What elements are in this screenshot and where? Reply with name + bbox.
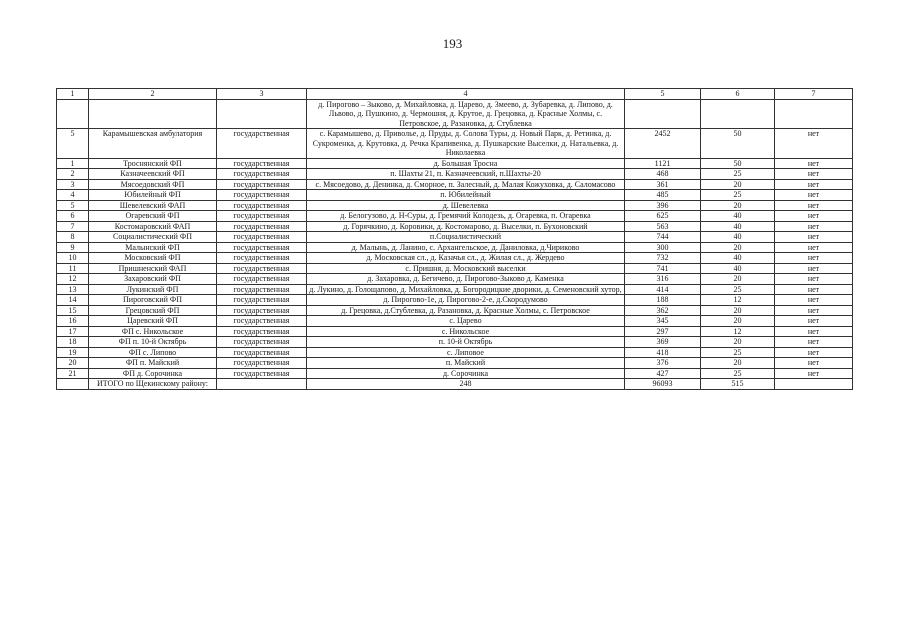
ownership-form: государственная (217, 284, 307, 295)
served-settlements: д. Сорочинка (307, 368, 625, 379)
ownership-form: государственная (217, 326, 307, 337)
column-number-6: 6 (701, 89, 775, 100)
table-row (57, 253, 853, 264)
total-ownership-form (217, 379, 307, 390)
value-col-7: нет (775, 263, 853, 274)
population-served: 300 (625, 242, 701, 253)
population-served: 188 (625, 295, 701, 306)
value-col-6: 25 (701, 284, 775, 295)
ownership-form: государственная (217, 179, 307, 190)
value-col-7: нет (775, 129, 853, 159)
row-number: 3 (57, 179, 89, 190)
row-number: 15 (57, 305, 89, 316)
table-row (57, 129, 853, 159)
value-col-6: 50 (701, 158, 775, 169)
table-row (57, 295, 853, 306)
served-settlements: с. Липовое (307, 347, 625, 358)
population-served: 427 (625, 368, 701, 379)
row-number: 6 (57, 211, 89, 222)
served-settlements: п. 10-й Октябрь (307, 337, 625, 348)
page-number: 193 (442, 36, 463, 51)
table-row (57, 232, 853, 243)
facility-name: ФП с. Никольское (89, 326, 217, 337)
row-number: 5 (57, 200, 89, 211)
ownership-form: государственная (217, 316, 307, 327)
facility-name: Социалистический ФП (89, 232, 217, 243)
value-col-6: 40 (701, 221, 775, 232)
facility-name: Захаровский ФП (89, 274, 217, 285)
facility-name: Малынский ФП (89, 242, 217, 253)
served-settlements: д. Горячкино, д. Коровики, д. Костомарово, д. Выселки, п. Бухоновский (307, 221, 625, 232)
value-col-6: 20 (701, 305, 775, 316)
value-col-6: 20 (701, 337, 775, 348)
value-col-7: нет (775, 232, 853, 243)
served-settlements: д. Захаровка, д. Бегичево, д. Пирогово-Зыково д. Каменка (307, 274, 625, 285)
value-col-6: 20 (701, 316, 775, 327)
value-col-7: нет (775, 200, 853, 211)
served-settlements: с. Никольское (307, 326, 625, 337)
column-number-1: 1 (57, 89, 89, 100)
facility-name: Огаревский ФП (89, 211, 217, 222)
value-col-6: 25 (701, 169, 775, 180)
population-served: 369 (625, 337, 701, 348)
served-settlements: д. Пирогово – Зыково, д. Михайловка, д. Царево, д. Змеево, д. Зубаревка, д. Липово, д. Львово, д. Пушкино, д. Чермошня, д. Крутое, д. Грецовка, д. Красные Холмы, с. Петровское, д. Разановка, д. Стублевка (307, 99, 625, 129)
served-settlements: д. Пирогово-1е, д. Пирогово-2-е, д.Скородумово (307, 295, 625, 306)
value-col-7: нет (775, 368, 853, 379)
table-row (57, 263, 853, 274)
population-served: 396 (625, 200, 701, 211)
row-number: 8 (57, 232, 89, 243)
population-served: 741 (625, 263, 701, 274)
row-number: 1 (57, 158, 89, 169)
population-served: 625 (625, 211, 701, 222)
row-number: 7 (57, 221, 89, 232)
ownership-form: государственная (217, 368, 307, 379)
population-served: 316 (625, 274, 701, 285)
served-settlements: д. Большая Тросна (307, 158, 625, 169)
population-served: 297 (625, 326, 701, 337)
table-row (57, 211, 853, 222)
ownership-form: государственная (217, 200, 307, 211)
population-served: 1121 (625, 158, 701, 169)
table-row (57, 190, 853, 201)
facility-name: Грецовский ФП (89, 305, 217, 316)
row-number: 16 (57, 316, 89, 327)
table-row (57, 316, 853, 327)
served-settlements: д. Лукино, д. Голощапово, д. Михайловка, д. Богородицкие дворики, д. Семеновский хутор, (307, 284, 625, 295)
value-col-7: нет (775, 158, 853, 169)
value-col-6: 12 (701, 295, 775, 306)
facility-name: Московский ФП (89, 253, 217, 264)
value-col-6 (701, 99, 775, 129)
population-served: 345 (625, 316, 701, 327)
row-number: 14 (57, 295, 89, 306)
served-settlements: с. Пришня, д. Московский выселки (307, 263, 625, 274)
facility-name: Казначеевский ФП (89, 169, 217, 180)
ownership-form: государственная (217, 169, 307, 180)
value-col-6: 40 (701, 232, 775, 243)
column-number-5: 5 (625, 89, 701, 100)
value-col-6: 25 (701, 347, 775, 358)
value-col-6: 40 (701, 263, 775, 274)
value-col-6: 20 (701, 200, 775, 211)
served-settlements: д. Грецовка, д.Стублевка, д. Разановка, д. Красные Холмы, с. Петровское (307, 305, 625, 316)
ownership-form: государственная (217, 211, 307, 222)
row-number: 5 (57, 129, 89, 159)
population-served: 414 (625, 284, 701, 295)
facilities-table (56, 88, 853, 390)
table-row (57, 368, 853, 379)
facility-name: ФП д. Сорочинка (89, 368, 217, 379)
row-number: 4 (57, 190, 89, 201)
value-col-7: нет (775, 211, 853, 222)
facility-name: Костомаровский ФАП (89, 221, 217, 232)
value-col-7: нет (775, 347, 853, 358)
population-served: 2452 (625, 129, 701, 159)
ownership-form: государственная (217, 263, 307, 274)
row-number: 9 (57, 242, 89, 253)
table-row (57, 158, 853, 169)
table-row (57, 274, 853, 285)
row-number: 12 (57, 274, 89, 285)
table-row (57, 179, 853, 190)
population-served: 361 (625, 179, 701, 190)
row-number (57, 99, 89, 129)
value-col-7: нет (775, 242, 853, 253)
population-served: 744 (625, 232, 701, 243)
row-number: 13 (57, 284, 89, 295)
population-served: 485 (625, 190, 701, 201)
ownership-form: государственная (217, 305, 307, 316)
facility-name: Карамышевская амбулатория (89, 129, 217, 159)
value-col-7: нет (775, 169, 853, 180)
facility-name: Шевелевский ФАП (89, 200, 217, 211)
table-row (57, 337, 853, 348)
facility-name: Мясоедовский ФП (89, 179, 217, 190)
table-row (57, 242, 853, 253)
total-row-number (57, 379, 89, 390)
row-number: 17 (57, 326, 89, 337)
value-col-7: нет (775, 316, 853, 327)
row-number: 18 (57, 337, 89, 348)
total-label: ИТОГО по Щекинскому району: (89, 379, 217, 390)
table-body (57, 89, 853, 390)
facility-name: ФП п. 10-й Октябрь (89, 337, 217, 348)
ownership-form: государственная (217, 253, 307, 264)
value-col-7: нет (775, 190, 853, 201)
ownership-form: государственная (217, 158, 307, 169)
row-number: 10 (57, 253, 89, 264)
served-settlements: с. Карамышево, д. Приволье, д. Пруды, д. Солова Туры, д. Новый Парк, д. Ретинка, д. Сукроменка, д. Крутовка, д. Речка Крапивенка, д. Пушкарские Выселки, д. Натальевка, д. Николаевка (307, 129, 625, 159)
column-number-2: 2 (89, 89, 217, 100)
total-population-served: 96093 (625, 379, 701, 390)
column-number-4: 4 (307, 89, 625, 100)
served-settlements: д. Шевелевка (307, 200, 625, 211)
ownership-form: государственная (217, 337, 307, 348)
table-row (57, 347, 853, 358)
value-col-7 (775, 99, 853, 129)
value-col-7: нет (775, 253, 853, 264)
value-col-6: 12 (701, 326, 775, 337)
ownership-form: государственная (217, 221, 307, 232)
column-number-3: 3 (217, 89, 307, 100)
value-col-6: 40 (701, 211, 775, 222)
population-served: 732 (625, 253, 701, 264)
served-settlements: д. Малынь, д. Ланино, с. Архангельское, д. Даниловка, д.Чириково (307, 242, 625, 253)
facility-name (89, 99, 217, 129)
table-row (57, 305, 853, 316)
table-row (57, 326, 853, 337)
served-settlements: п.Социалистический (307, 232, 625, 243)
value-col-7: нет (775, 358, 853, 369)
served-settlements: п. Майский (307, 358, 625, 369)
total-value-col-6: 515 (701, 379, 775, 390)
total-value-col-7 (775, 379, 853, 390)
ownership-form (217, 99, 307, 129)
table-row (57, 169, 853, 180)
table-row (57, 99, 853, 129)
ownership-form: государственная (217, 358, 307, 369)
value-col-7: нет (775, 221, 853, 232)
ownership-form: государственная (217, 242, 307, 253)
value-col-7: нет (775, 326, 853, 337)
row-number: 11 (57, 263, 89, 274)
value-col-6: 20 (701, 274, 775, 285)
value-col-7: нет (775, 305, 853, 316)
value-col-7: нет (775, 284, 853, 295)
facility-name: Юбилейный ФП (89, 190, 217, 201)
table-row (57, 358, 853, 369)
served-settlements: п. Юбилейный (307, 190, 625, 201)
row-number: 20 (57, 358, 89, 369)
value-col-6: 25 (701, 368, 775, 379)
served-settlements: п. Шахты 21, п. Казначеевский, п.Шахты-20 (307, 169, 625, 180)
served-settlements: с. Мясоедово, д. Денинка, д. Сморное, п. Залесный, д. Малая Кожуховка, д. Саломасово (307, 179, 625, 190)
table-row (57, 200, 853, 211)
facility-name: Лукинский ФП (89, 284, 217, 295)
value-col-7: нет (775, 179, 853, 190)
ownership-form: государственная (217, 274, 307, 285)
population-served (625, 99, 701, 129)
header-row (57, 89, 853, 100)
row-number: 2 (57, 169, 89, 180)
column-number-7: 7 (775, 89, 853, 100)
facility-name: Пришненский ФАП (89, 263, 217, 274)
total-row (57, 379, 853, 390)
value-col-7: нет (775, 337, 853, 348)
value-col-6: 40 (701, 253, 775, 264)
row-number: 19 (57, 347, 89, 358)
value-col-6: 20 (701, 358, 775, 369)
population-served: 418 (625, 347, 701, 358)
facility-name: ФП с. Липово (89, 347, 217, 358)
ownership-form: государственная (217, 347, 307, 358)
population-served: 563 (625, 221, 701, 232)
served-settlements: д. Белогузово, д. Н-Суры, д. Гремячий Колодезь, д. Огаревка, п. Огаревка (307, 211, 625, 222)
value-col-7: нет (775, 274, 853, 285)
ownership-form: государственная (217, 232, 307, 243)
value-col-6: 50 (701, 129, 775, 159)
facility-name: Пироговский ФП (89, 295, 217, 306)
ownership-form: государственная (217, 295, 307, 306)
table-row (57, 284, 853, 295)
population-served: 362 (625, 305, 701, 316)
total-served-settlements: 248 (307, 379, 625, 390)
ownership-form: государственная (217, 190, 307, 201)
value-col-6: 25 (701, 190, 775, 201)
value-col-6: 20 (701, 179, 775, 190)
ownership-form: государственная (217, 129, 307, 159)
table-row (57, 221, 853, 232)
population-served: 468 (625, 169, 701, 180)
population-served: 376 (625, 358, 701, 369)
value-col-6: 20 (701, 242, 775, 253)
row-number: 21 (57, 368, 89, 379)
value-col-7: нет (775, 295, 853, 306)
facility-name: ФП п. Майский (89, 358, 217, 369)
facility-name: Царевский ФП (89, 316, 217, 327)
facility-name: Троснянский ФП (89, 158, 217, 169)
served-settlements: с. Царево (307, 316, 625, 327)
served-settlements: д. Московская сл., д. Казачья сл., д. Жилая сл., д. Жердево (307, 253, 625, 264)
